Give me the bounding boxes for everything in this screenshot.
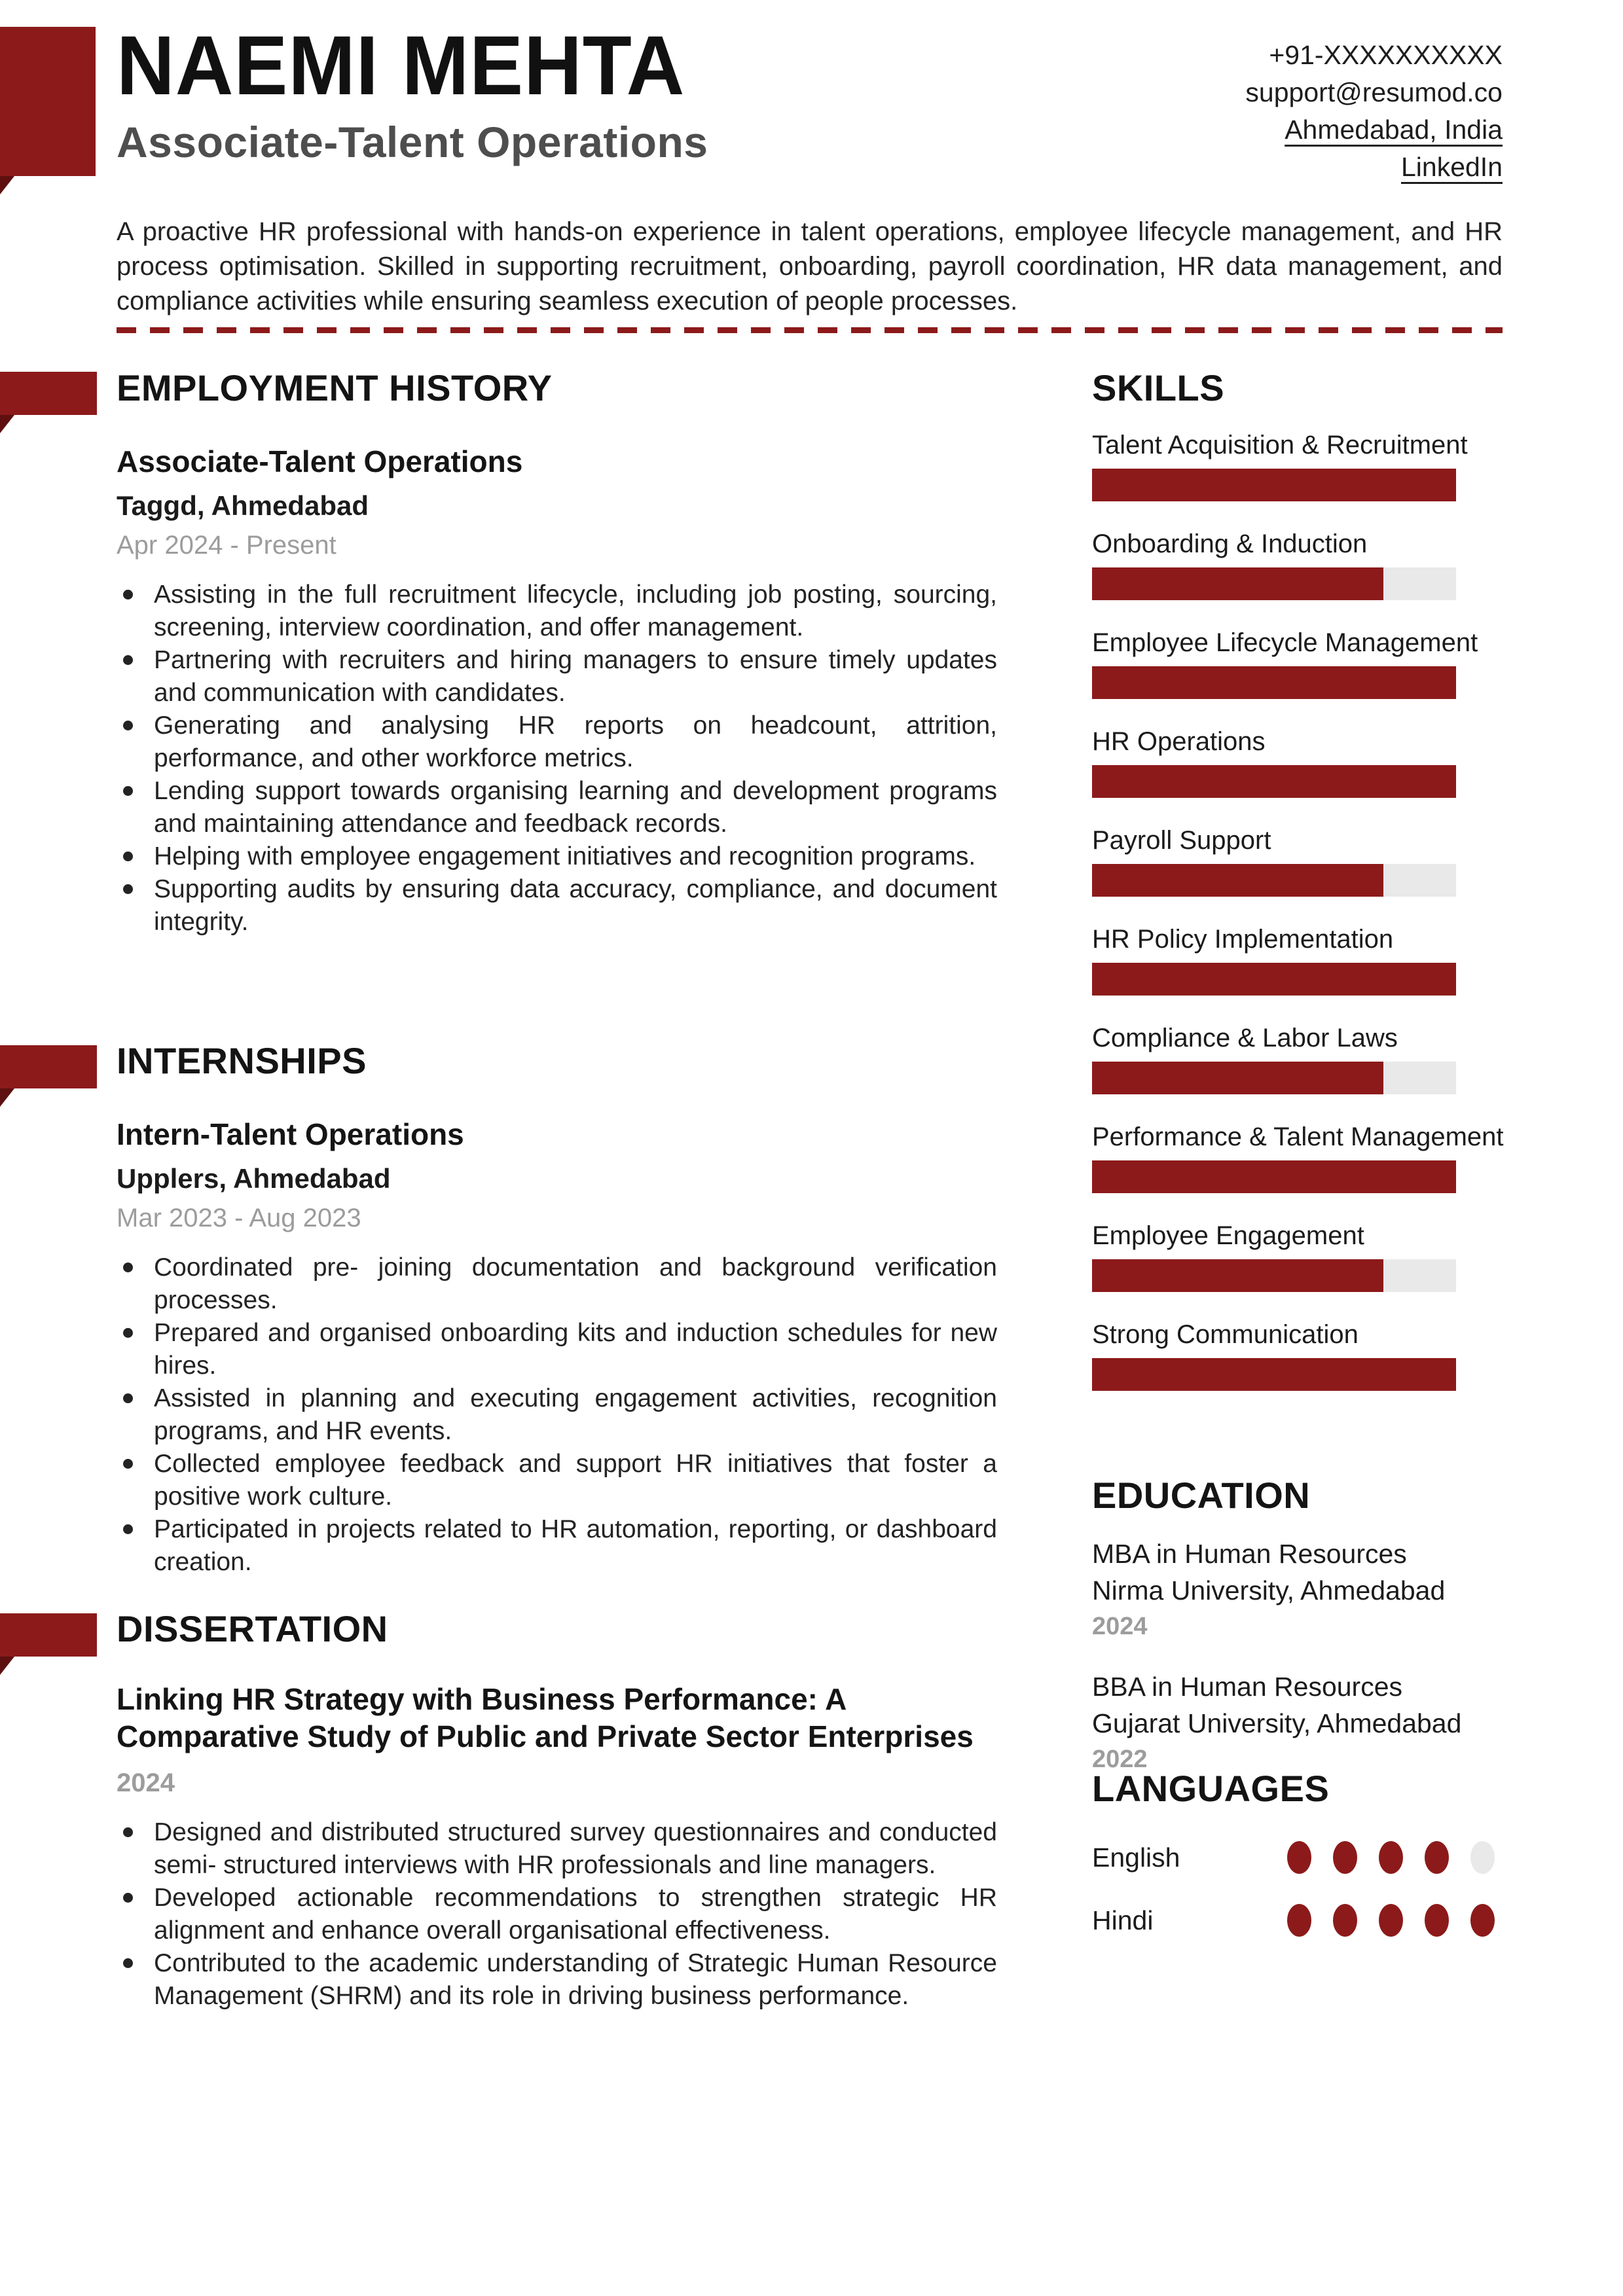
level-dot-filled bbox=[1287, 1904, 1311, 1937]
dashed-divider bbox=[117, 327, 1503, 333]
education-list bbox=[1092, 1535, 1511, 1774]
section-skills bbox=[1092, 367, 1511, 1419]
skill-item bbox=[1092, 925, 1511, 996]
bullet-item: Designed and distributed structured survey questionnaires and conducted semi- structured interviews with HR professionals and line managers. bbox=[117, 1816, 997, 1882]
skill-bar-track bbox=[1092, 1259, 1456, 1292]
level-dot-filled bbox=[1333, 1841, 1357, 1874]
skill-label: Talent Acquisition & Recruitment bbox=[1092, 431, 1468, 459]
skill-bar-track bbox=[1092, 1160, 1456, 1193]
language-level-dots bbox=[1287, 1841, 1495, 1874]
level-dot-filled bbox=[1425, 1904, 1449, 1937]
skill-label: HR Operations bbox=[1092, 727, 1266, 756]
language-level-dots bbox=[1287, 1904, 1495, 1937]
section-internships bbox=[117, 1039, 997, 1579]
header-identity bbox=[117, 19, 709, 167]
dissertation-heading: DISSERTATION bbox=[117, 1608, 388, 1649]
job-company: Taggd, Ahmedabad bbox=[117, 490, 369, 522]
skill-label: Performance & Talent Management bbox=[1092, 1122, 1504, 1151]
skill-item bbox=[1092, 431, 1511, 501]
bullet-item: Generating and analysing HR reports on headcount, attrition, performance, and other workforce metrics. bbox=[117, 709, 997, 775]
skill-bar-track bbox=[1092, 1358, 1456, 1391]
bullet-item: Developed actionable recommendations to strengthen strategic HR alignment and enhance overall organisational effectiveness. bbox=[117, 1882, 997, 1947]
skill-bar-track bbox=[1092, 567, 1456, 600]
bullet-item: Collected employee feedback and support HR initiatives that foster a positive work culture. bbox=[117, 1448, 997, 1513]
bullet-item: Helping with employee engagement initiatives and recognition programs. bbox=[117, 840, 997, 873]
section-dissertation bbox=[117, 1607, 997, 2013]
skill-item bbox=[1092, 826, 1511, 897]
languages-list bbox=[1092, 1837, 1511, 1941]
skill-item bbox=[1092, 1122, 1511, 1193]
employment-accent-ribbon bbox=[0, 372, 97, 415]
education-degree: BBA in Human Resources bbox=[1092, 1672, 1403, 1702]
level-dot-filled bbox=[1287, 1841, 1311, 1874]
skill-bar-track bbox=[1092, 666, 1456, 699]
skill-bar-fill bbox=[1092, 666, 1456, 699]
education-degree: MBA in Human Resources bbox=[1092, 1539, 1407, 1569]
header-accent-ribbon bbox=[0, 27, 96, 176]
bullet-item: Prepared and organised onboarding kits and induction schedules for new hires. bbox=[117, 1317, 997, 1382]
bullet-item: Participated in projects related to HR automation, reporting, or dashboard creation. bbox=[117, 1513, 997, 1579]
education-item bbox=[1092, 1668, 1511, 1774]
skill-item bbox=[1092, 529, 1511, 600]
level-dot-filled bbox=[1470, 1904, 1495, 1937]
contact-email: support@resumod.co bbox=[1245, 77, 1503, 107]
education-school: Nirma University, Ahmedabad bbox=[1092, 1575, 1446, 1605]
contact-location-link[interactable]: Ahmedabad, India bbox=[1285, 115, 1503, 145]
dissertation-year: 2024 bbox=[117, 1768, 175, 1797]
person-job-title: Associate-Talent Operations bbox=[117, 117, 708, 166]
section-languages bbox=[1092, 1767, 1511, 1962]
languages-heading: LANGUAGES bbox=[1092, 1768, 1330, 1809]
profile-summary: A proactive HR professional with hands-on experience in talent operations, employee lifecycle management, and HR process optimisation. Skilled in supporting recruitment, onboarding, payroll coordination, HR data management, and compliance activities while ensuring seamless execution of people processes. bbox=[117, 217, 1503, 315]
skill-bar-track bbox=[1092, 765, 1456, 798]
bullet-item: Lending support towards organising learning and development programs and maintaining attendance and feedback records. bbox=[117, 775, 997, 840]
dissertation-accent-fold bbox=[0, 1657, 14, 1675]
skill-bar-fill bbox=[1092, 567, 1383, 600]
dissertation-accent-ribbon bbox=[0, 1613, 97, 1657]
level-dot-empty bbox=[1470, 1841, 1495, 1874]
internship-title: Intern-Talent Operations bbox=[117, 1117, 464, 1151]
job-title: Associate-Talent Operations bbox=[117, 444, 523, 478]
header-accent-fold bbox=[0, 176, 14, 194]
skill-bar-fill bbox=[1092, 864, 1383, 897]
internships-heading: INTERNSHIPS bbox=[117, 1040, 367, 1081]
bullet-item: Supporting audits by ensuring data accuracy, compliance, and document integrity. bbox=[117, 873, 997, 939]
education-item bbox=[1092, 1535, 1511, 1641]
skill-bar-fill bbox=[1092, 469, 1456, 501]
dissertation-bullet-list bbox=[117, 1816, 997, 2013]
section-education bbox=[1092, 1474, 1511, 1801]
skill-item bbox=[1092, 1320, 1511, 1391]
level-dot-filled bbox=[1333, 1904, 1357, 1937]
job-dates: Apr 2024 - Present bbox=[117, 531, 337, 560]
skill-item bbox=[1092, 1024, 1511, 1094]
employment-bullet-list bbox=[117, 579, 997, 939]
dissertation-title: Linking HR Strategy with Business Performance: A Comparative Study of Public and Private Sector Enterprises bbox=[117, 1682, 974, 1753]
language-row bbox=[1092, 1837, 1511, 1878]
internship-dates: Mar 2023 - Aug 2023 bbox=[117, 1204, 361, 1233]
education-school: Gujarat University, Ahmedabad bbox=[1092, 1708, 1462, 1738]
bullet-item: Partnering with recruiters and hiring managers to ensure timely updates and communication with candidates. bbox=[117, 644, 997, 709]
skill-bar-fill bbox=[1092, 1160, 1456, 1193]
person-name: NAEMI MEHTA bbox=[117, 19, 685, 113]
level-dot-filled bbox=[1379, 1904, 1403, 1937]
skill-label: Payroll Support bbox=[1092, 826, 1271, 855]
language-name: English bbox=[1092, 1842, 1180, 1873]
skill-item bbox=[1092, 628, 1511, 699]
contact-block bbox=[1245, 37, 1503, 186]
internship-bullet-list bbox=[117, 1251, 997, 1579]
skill-item bbox=[1092, 727, 1511, 798]
skill-label: Strong Communication bbox=[1092, 1320, 1359, 1349]
skill-label: HR Policy Implementation bbox=[1092, 925, 1394, 954]
skill-bar-fill bbox=[1092, 963, 1456, 996]
language-row bbox=[1092, 1899, 1511, 1941]
education-year: 2024 bbox=[1092, 1613, 1148, 1640]
skill-bar-track bbox=[1092, 1062, 1456, 1094]
education-heading: EDUCATION bbox=[1092, 1475, 1311, 1516]
education-year: 2022 bbox=[1092, 1746, 1148, 1773]
skill-bar-track bbox=[1092, 963, 1456, 996]
contact-phone: +91-XXXXXXXXXX bbox=[1269, 40, 1503, 70]
bullet-item: Assisted in planning and executing engagement activities, recognition programs, and HR events. bbox=[117, 1382, 997, 1448]
section-employment-history bbox=[117, 367, 997, 939]
bullet-item: Assisting in the full recruitment lifecycle, including job posting, sourcing, screening, interview coordination, and offer management. bbox=[117, 579, 997, 644]
skill-item bbox=[1092, 1221, 1511, 1292]
internships-accent-ribbon bbox=[0, 1045, 97, 1088]
internship-company: Upplers, Ahmedabad bbox=[117, 1163, 391, 1194]
bullet-item: Coordinated pre- joining documentation and background verification processes. bbox=[117, 1251, 997, 1317]
skill-bar-track bbox=[1092, 864, 1456, 897]
skill-label: Compliance & Labor Laws bbox=[1092, 1024, 1398, 1052]
skill-label: Employee Engagement bbox=[1092, 1221, 1364, 1250]
skill-label: Onboarding & Induction bbox=[1092, 529, 1368, 558]
skill-bar-fill bbox=[1092, 1062, 1383, 1094]
skill-label: Employee Lifecycle Management bbox=[1092, 628, 1478, 657]
skills-heading: SKILLS bbox=[1092, 367, 1225, 408]
employment-heading: EMPLOYMENT HISTORY bbox=[117, 367, 553, 408]
skill-bar-fill bbox=[1092, 1358, 1456, 1391]
skill-bar-fill bbox=[1092, 1259, 1383, 1292]
skills-list bbox=[1092, 431, 1511, 1391]
bullet-item: Contributed to the academic understanding of Strategic Human Resource Management (SHRM) and its role in driving business performance. bbox=[117, 1947, 997, 2013]
internships-accent-fold bbox=[0, 1088, 14, 1107]
skill-bar-fill bbox=[1092, 765, 1456, 798]
language-name: Hindi bbox=[1092, 1905, 1154, 1935]
contact-linkedin-link[interactable]: LinkedIn bbox=[1400, 152, 1503, 182]
level-dot-filled bbox=[1425, 1841, 1449, 1874]
skill-bar-track bbox=[1092, 469, 1456, 501]
level-dot-filled bbox=[1379, 1841, 1403, 1874]
employment-accent-fold bbox=[0, 415, 14, 433]
